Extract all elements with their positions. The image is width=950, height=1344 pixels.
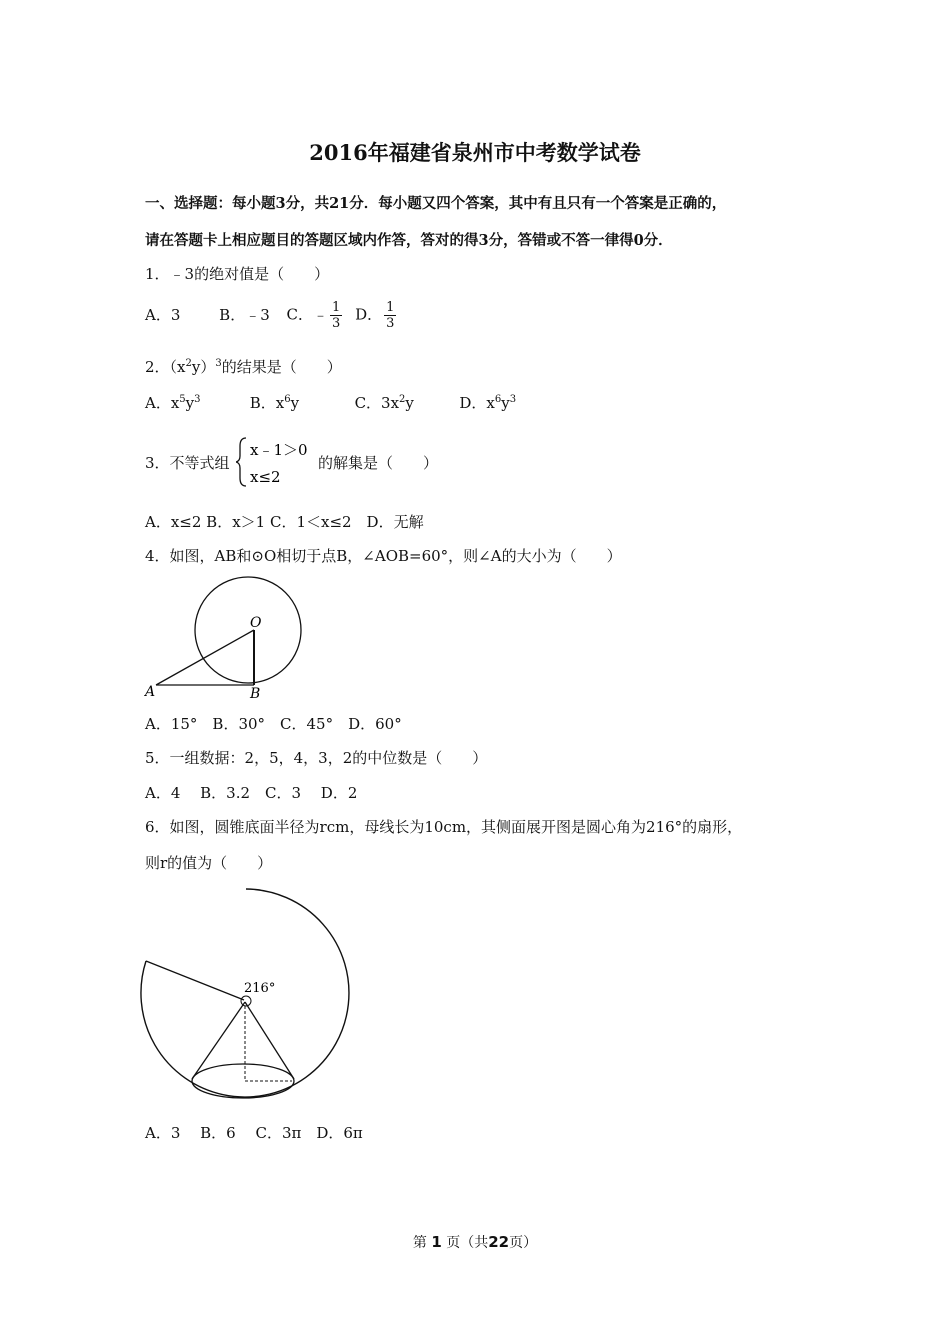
q2-option-b: B．$x^6y$: [249, 394, 300, 412]
question-6-stem-line2: 则r的值为（ ）: [145, 854, 273, 872]
fraction-c: $\frac{1}{3}$: [332, 300, 341, 331]
label-b: B: [250, 686, 261, 700]
question-1-stem: 1．﹣3的绝对值是（ ）: [145, 265, 330, 283]
label-o: O: [250, 615, 262, 631]
section-instructions-line2: 请在答题卡上相应题目的答题区域内作答，答对的得3分，答错或不答一律得0分．: [145, 232, 673, 249]
question-4-options: A．15° B．30° C．45° D．60°: [145, 715, 402, 733]
left-brace-icon: [236, 438, 246, 486]
q1-option-c: C．﹣ $\frac{1}{3}$: [286, 300, 341, 331]
q2-option-d: D．$x^6y^3$: [459, 394, 517, 412]
segment-oa: [156, 630, 254, 685]
question-3-stem-prefix: 3．不等式组: [145, 454, 230, 472]
q1-option-a: A．3: [145, 305, 181, 324]
cone-base: [192, 1064, 294, 1098]
q1-option-b: B．﹣3: [219, 305, 270, 324]
inequality-2: x≤2: [250, 468, 281, 486]
question-2-stem: 2．$(x^2y)^3$的结果是（ ）: [145, 358, 342, 376]
fraction-d: $\frac{1}{3}$: [386, 300, 395, 331]
question-3-options: A．x≤2 B．x＞1 C．1＜x≤2 D．无解: [145, 513, 424, 531]
label-a: A: [145, 684, 156, 700]
inequality-system: [236, 434, 320, 490]
question-6-stem-line1: 6．如图，圆锥底面半径为rcm，母线长为10cm，其侧面展开图是圆心角为216°的扇形，: [145, 818, 743, 836]
current-page: 1: [431, 1233, 442, 1251]
question-2-options: [145, 392, 516, 413]
inequality-1: x﹣1＞0: [250, 441, 308, 459]
cone-right-side: [245, 1002, 294, 1079]
page-title: 2016年福建省泉州市中考数学试卷: [309, 140, 641, 165]
question-3-stem-suffix: 的解集是（ ）: [318, 454, 439, 472]
question-4-stem: 4．如图，AB和⊙O相切于点B，∠AOB=60°，则∠A的大小为（ ）: [145, 547, 622, 565]
section-instructions-line1: 一、选择题：每小题3分，共21分．每小题又四个答案，其中有且只有一个答案是正确的，: [145, 195, 727, 212]
q2-option-a: A．$x^5y^3$: [145, 394, 201, 412]
angle-label: 216°: [244, 981, 276, 996]
sector-radius: [146, 961, 244, 1000]
q2-option-c: C．$3x^2y$: [354, 394, 414, 412]
tangent-circle-figure: [144, 572, 306, 700]
cone-left-side: [192, 1002, 245, 1079]
question-5-options: A．4 B．3.2 C．3 D．2: [145, 784, 358, 802]
total-pages: 22: [488, 1233, 510, 1251]
question-6-options: A．3 B．6 C．3π D．6π: [145, 1124, 363, 1142]
circle-o: [195, 577, 301, 683]
q1-option-d: D． $\frac{1}{3}$: [355, 300, 395, 331]
question-5-stem: 5．一组数据：2，5，4，3，2的中位数是（ ）: [145, 749, 488, 767]
cone-sector-figure: [140, 880, 360, 1100]
question-1-options: [145, 300, 398, 331]
page-footer: 第 1 页（共22页）: [412, 1233, 538, 1251]
